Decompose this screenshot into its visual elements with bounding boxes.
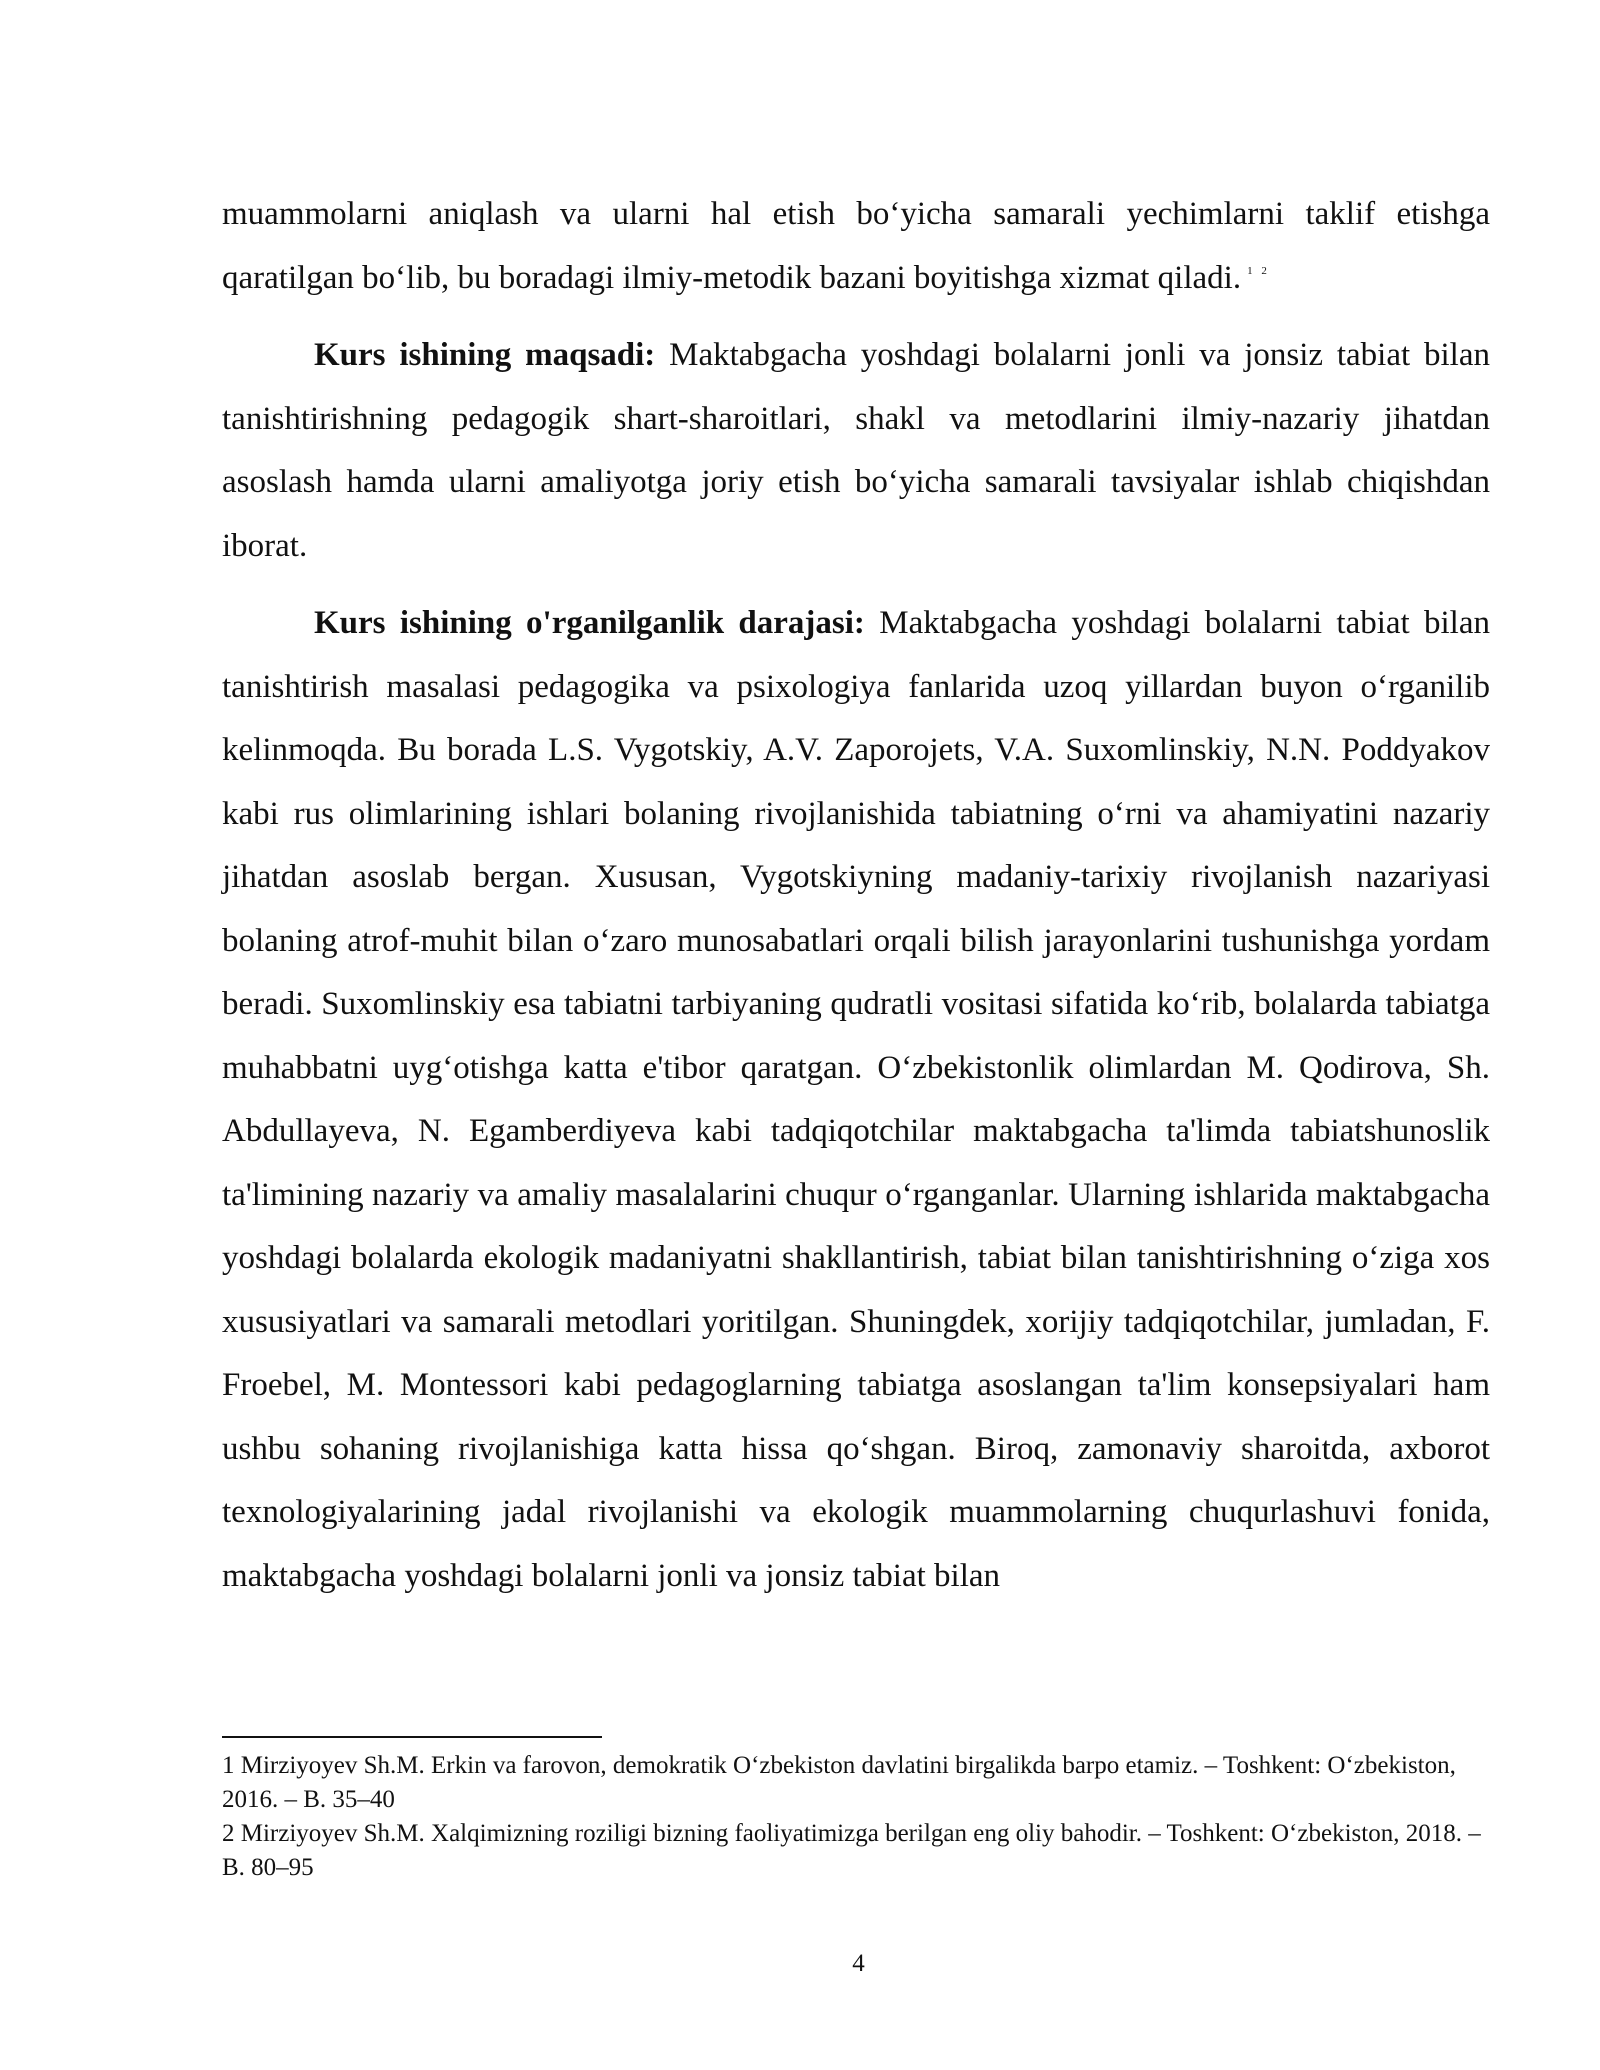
- page-number: 4: [852, 1950, 865, 1977]
- purpose-heading: Kurs ishining maqsadi:: [314, 337, 656, 373]
- footnote-separator: [222, 1736, 602, 1738]
- continuation-paragraph: [222, 183, 1490, 310]
- study-level-text: Maktabgacha yoshdagi bolalarni tabiat bilan tanishtirish masalasi pedagogika va psixologiya fanlarida uzoq yillardan buyon o‘rganilib kelinmoqda. Bu borada L.S. Vygotskiy, A.V. Zaporojets, V.A. Suxomlinskiy, N.N. Poddyakov kabi rus olimlarining ishlari bolaning rivojlanishida tabiatning o‘rni va ahamiyatini nazariy jihatdan asoslab bergan. Xususan, Vygotskiyning madaniy-tarixiy rivojlanish nazariyasi bolaning atrof-muhit bilan o‘zaro munosabatlari orqali bilish jarayonlarini tushunishga yordam beradi. Suxomlinskiy esa tabiatni tarbiyaning qudratli vositasi sifatida ko‘rib, bolalarda tabiatga muhabbatni uyg‘otishga katta e'tibor qaratgan. O‘zbekistonlik olimlardan M. Qodirova, Sh. Abdullayeva, N. Egamberdiyeva kabi tadqiqotchilar maktabgacha ta'limda tabiatshunoslik ta'limining nazariy va amaliy masalalarini chuqur o‘rganganlar. Ularning ishlarida maktabgacha yoshdagi bolalarda ekologik madaniyatni shakllantirish, tabiat bilan tanishtirishning o‘ziga xos xususiyatlari va samarali metodlari yoritilgan. Shuningdek, xorijiy tadqiqotchilar, jumladan, F. Froebel, M. Montessori kabi pedagoglarning tabiatga asoslangan ta'lim konsepsiyalari ham ushbu sohaning rivojlanishiga katta hissa qo‘shgan. Biroq, zamonaviy sharoitda, axborot texnologiyalarining jadal rivojlanishi va ekologik muammolarning chuqurlashuvi fonida, maktabgacha yoshdagi bolalarni jonli va jonsiz tabiat bilan: [222, 605, 1490, 1594]
- purpose-paragraph: [222, 324, 1490, 578]
- body-text: [222, 183, 1490, 1608]
- footnote-item: [222, 1817, 1490, 1885]
- footnote-number: 2: [222, 1820, 235, 1847]
- footnote-reference[interactable]: 1 2: [1247, 264, 1270, 277]
- purpose-text: Maktabgacha yoshdagi bolalarni jonli va jonsiz tabiat bilan tanishtirishning pedagogik shart-sharoitlari, shakl va metodlarini ilmiy-nazariy jihatdan asoslash hamda ularni amaliyotga joriy etish bo‘yicha samarali tavsiyalar ishlab chiqishdan iborat.: [222, 337, 1490, 564]
- footnote-number: 1: [222, 1752, 235, 1779]
- footnote-text: Mirziyoyev Sh.M. Xalqimizning roziligi bizning faoliyatimizga berilgan eng oliy bahodir. – Toshkent: O‘zbekiston, 2018. – B. 80–95: [222, 1820, 1481, 1881]
- footnote-item: [222, 1749, 1490, 1817]
- continuation-text: muammolarni aniqlash va ularni hal etish bo‘yicha samarali yechimlarni taklif etishga qaratilgan bo‘lib, bu boradagi ilmiy-metodik bazani boyitishga xizmat qiladi.: [222, 196, 1490, 296]
- footnote-text: Mirziyoyev Sh.M. Erkin va farovon, demokratik O‘zbekiston davlatini birgalikda barpo etamiz. – Toshkent: O‘zbekiston, 2016. – B. 35–40: [222, 1752, 1456, 1813]
- study-level-heading: Kurs ishining o'rganilganlik darajasi:: [314, 605, 865, 641]
- footnotes: [222, 1749, 1490, 1885]
- study-level-paragraph: [222, 592, 1490, 1608]
